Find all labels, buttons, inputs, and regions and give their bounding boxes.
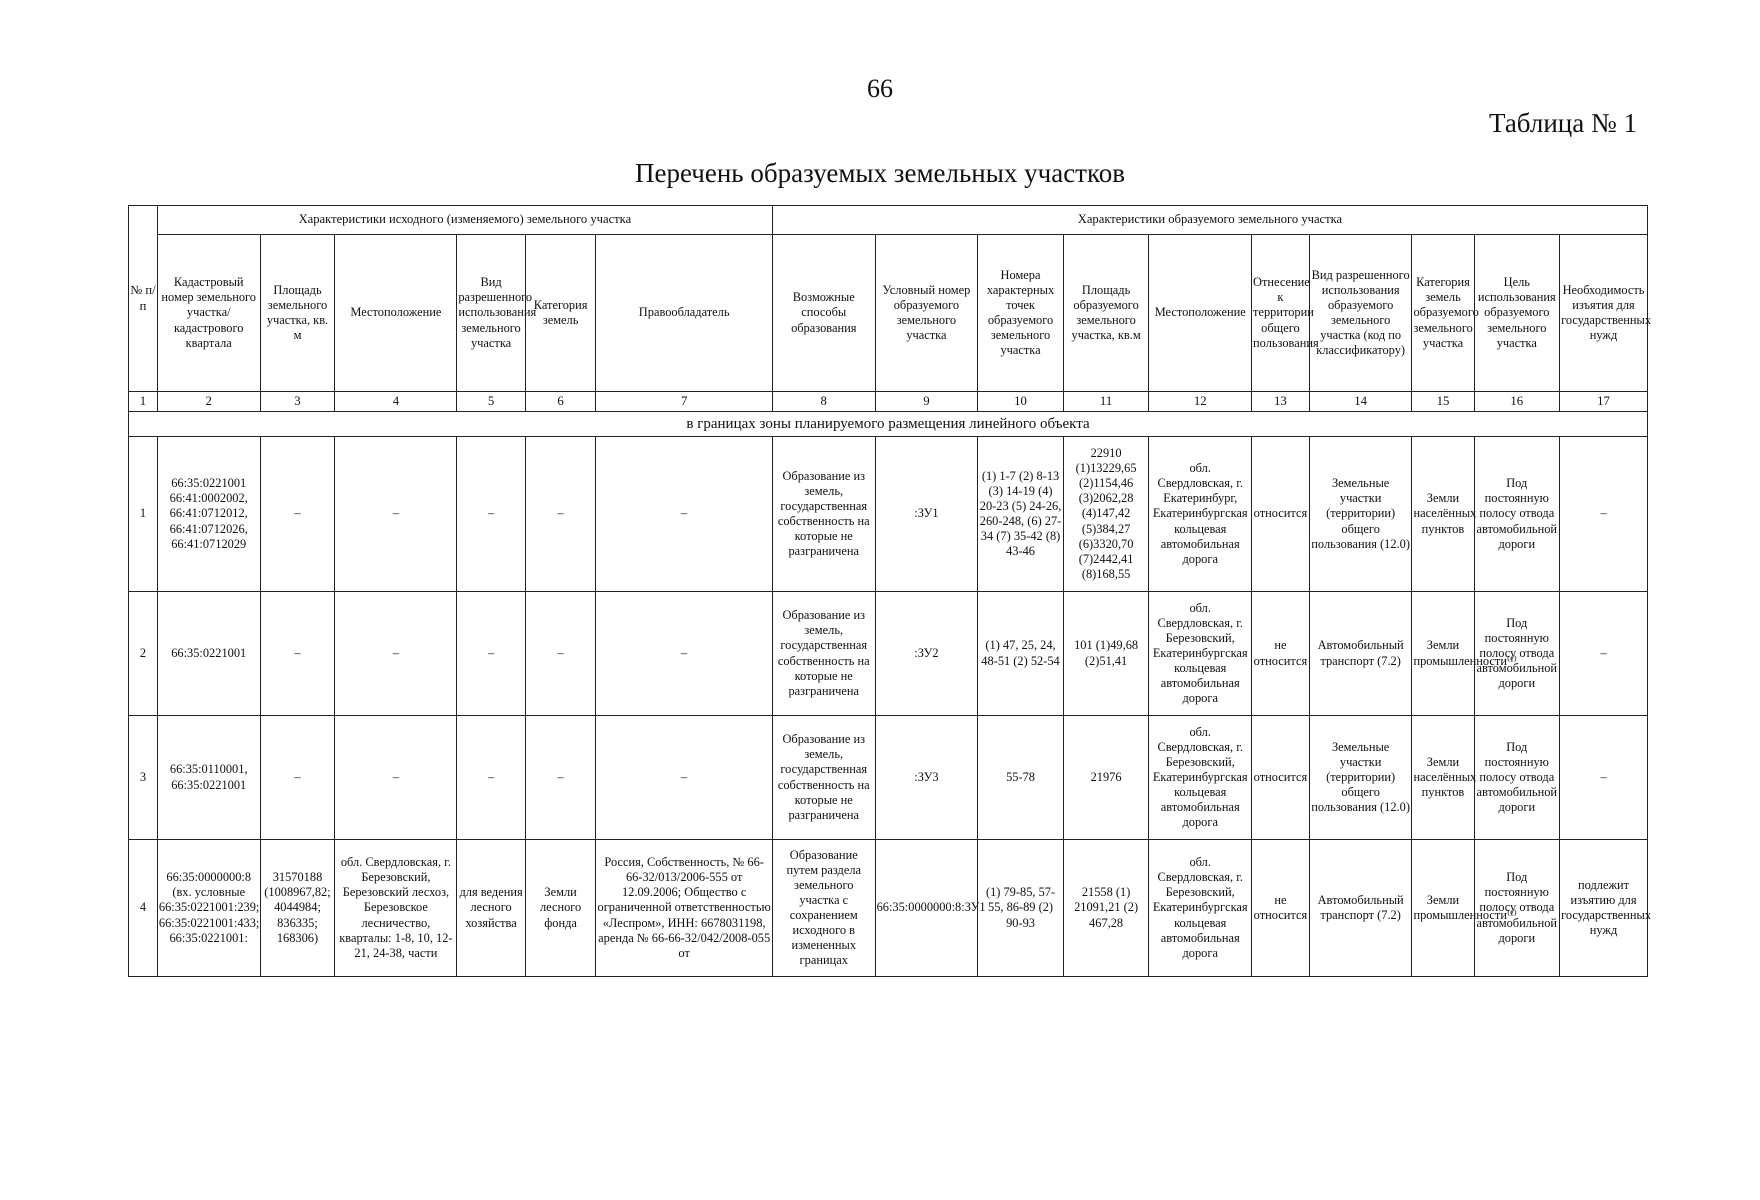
column-number: 7: [596, 392, 773, 412]
cell-cadastral: 66:35:0110001, 66:35:0221001: [157, 716, 260, 840]
header-seizure: Необходимость изъятия для государственных нужд: [1560, 235, 1648, 392]
cell-owner: –: [596, 437, 773, 592]
cell-owner: –: [596, 592, 773, 716]
cell-owner: –: [596, 716, 773, 840]
column-number: 16: [1474, 392, 1560, 412]
column-number: 17: [1560, 392, 1648, 412]
cell-location: –: [335, 437, 457, 592]
column-number: 8: [772, 392, 875, 412]
column-number: 6: [525, 392, 596, 412]
cell-area: 31570188 (1008967,82; 4044984; 836335; 168306): [260, 840, 335, 977]
column-number: 9: [875, 392, 978, 412]
cell-n: 1: [129, 437, 158, 592]
cell-new-area: 21976: [1063, 716, 1149, 840]
cell-new-location: обл. Свердловская, г. Березовский, Екатеринбургская кольцевая автомобильная дорога: [1149, 840, 1252, 977]
column-number: 2: [157, 392, 260, 412]
column-number: 5: [457, 392, 525, 412]
cell-new-use-type: Земельные участки (территории) общего пользования (12.0): [1309, 716, 1412, 840]
header-methods: Возможные способы образования: [772, 235, 875, 392]
cell-location: обл. Свердловская, г. Березовский, Березовский лесхоз, Березовское лесничество, кварталы: 1-8, 10, 12-21, 24-38, части: [335, 840, 457, 977]
cell-methods: Образование путем раздела земельного участка с сохранением исходного в измененных границах: [772, 840, 875, 977]
cell-purpose: Под постоянную полосу отвода автомобильной дороги: [1474, 840, 1560, 977]
table-row: [129, 840, 1648, 977]
cell-methods: Образование из земель, государственная собственность на которые не разграничена: [772, 592, 875, 716]
cell-use-type: –: [457, 437, 525, 592]
header-num: № п/п: [129, 206, 158, 392]
column-number: 1: [129, 392, 158, 412]
table-row: [129, 437, 1648, 592]
cell-seizure: –: [1560, 592, 1648, 716]
page-number: 66: [867, 74, 893, 103]
cell-new-use-type: Земельные участки (территории) общего пользования (12.0): [1309, 437, 1412, 592]
cell-points: 55-78: [978, 716, 1064, 840]
cell-n: 3: [129, 716, 158, 840]
cell-area: –: [260, 716, 335, 840]
column-number: 15: [1412, 392, 1474, 412]
cell-location: –: [335, 716, 457, 840]
header-cond-number: Условный номер образуемого земельного участка: [875, 235, 978, 392]
cell-seizure: –: [1560, 716, 1648, 840]
cell-new-area: 21558 (1) 21091,21 (2) 467,28: [1063, 840, 1149, 977]
cell-category: –: [525, 592, 596, 716]
column-number-row: [129, 392, 1648, 412]
cell-cond-number: 66:35:0000000:8:ЗУ1: [875, 840, 978, 977]
cell-new-location: обл. Свердловская, г. Березовский, Екатеринбургская кольцевая автомобильная дорога: [1149, 592, 1252, 716]
cell-cond-number: :ЗУ1: [875, 437, 978, 592]
cell-purpose: Под постоянную полосу отвода автомобильной дороги: [1474, 716, 1560, 840]
cell-cond-number: :ЗУ2: [875, 592, 978, 716]
cell-cadastral: 66:35:0221001 66:41:0002002, 66:41:0712012, 66:41:0712026, 66:41:0712029: [157, 437, 260, 592]
column-number: 10: [978, 392, 1064, 412]
cell-use-type: –: [457, 716, 525, 840]
cell-use-type: –: [457, 592, 525, 716]
header-new-category: Категория земель образуемого земельного участка: [1412, 235, 1474, 392]
cell-category: –: [525, 716, 596, 840]
land-plots-table: [128, 205, 1652, 977]
cell-points: (1) 79-85, 57-55, 86-89 (2) 90-93: [978, 840, 1064, 977]
document-title: Перечень образуемых земельных участков: [635, 158, 1125, 188]
cell-points: (1) 1-7 (2) 8-13 (3) 14-19 (4) 20-23 (5) 24-26, 260-248, (6) 27-34 (7) 35-42 (8) 43-46: [978, 437, 1064, 592]
header-new-area: Площадь образуемого земельного участка, кв.м: [1063, 235, 1149, 392]
cell-area: –: [260, 592, 335, 716]
cell-new-location: обл. Свердловская, г. Березовский, Екатеринбургская кольцевая автомобильная дорога: [1149, 716, 1252, 840]
cell-points: (1) 47, 25, 24, 48-51 (2) 52-54: [978, 592, 1064, 716]
table-row: [129, 592, 1648, 716]
column-number: 3: [260, 392, 335, 412]
column-number: 14: [1309, 392, 1412, 412]
cell-cadastral: 66:35:0221001: [157, 592, 260, 716]
header-location: Местоположение: [335, 235, 457, 392]
zone-label: в границах зоны планируемого размещения линейного объекта: [129, 412, 1648, 437]
header-category: Категория земель: [525, 235, 596, 392]
cell-new-category: Земли населённых пунктов: [1412, 437, 1474, 592]
cell-common-use: относится: [1252, 716, 1310, 840]
header-owner: Правообладатель: [596, 235, 773, 392]
column-number: 4: [335, 392, 457, 412]
header-new-location: Местоположение: [1149, 235, 1252, 392]
cell-new-category: Земли промышленности⁽¹⁾: [1412, 840, 1474, 977]
cell-owner: Россия, Собственность, № 66-66-32/013/2006-555 от 12.09.2006; Общество с ограниченной ответственностью «Леспром», ИНН: 6678031198, аренда № 66-66-32/042/2008-055 от: [596, 840, 773, 977]
table-row: [129, 716, 1648, 840]
cell-category: –: [525, 437, 596, 592]
cell-new-area: 22910 (1)13229,65 (2)1154,46 (3)2062,28 (4)147,42 (5)384,27 (6)3320,70 (7)2442,41 (8)168,55: [1063, 437, 1149, 592]
header-use-type: Вид разрешенного использования земельного участка: [457, 235, 525, 392]
column-number: 11: [1063, 392, 1149, 412]
cell-cond-number: :ЗУ3: [875, 716, 978, 840]
cell-methods: Образование из земель, государственная собственность на которые не разграничена: [772, 716, 875, 840]
cell-purpose: Под постоянную полосу отвода автомобильной дороги: [1474, 437, 1560, 592]
column-number: 13: [1252, 392, 1310, 412]
cell-common-use: не относится: [1252, 840, 1310, 977]
cell-methods: Образование из земель, государственная собственность на которые не разграничена: [772, 437, 875, 592]
column-number: 12: [1149, 392, 1252, 412]
cell-cadastral: 66:35:0000000:8 (вх. условные 66:35:0221001:239; 66:35:0221001:433; 66:35:0221001:: [157, 840, 260, 977]
cell-new-category: Земли населённых пунктов: [1412, 716, 1474, 840]
header-new-use-type: Вид разрешенного использования образуемого земельного участка (код по классификатору): [1309, 235, 1412, 392]
header-points: Номера характерных точек образуемого земельного участка: [978, 235, 1064, 392]
cell-purpose: Под постоянную полосу отвода автомобильной дороги: [1474, 592, 1560, 716]
header-common-use: Отнесение к территории общего пользования: [1252, 235, 1310, 392]
cell-seizure: –: [1560, 437, 1648, 592]
cell-use-type: для ведения лесного хозяйства: [457, 840, 525, 977]
header-purpose: Цель использования образуемого земельного участка: [1474, 235, 1560, 392]
header-group-source: Характеристики исходного (изменяемого) земельного участка: [157, 206, 772, 235]
cell-n: 2: [129, 592, 158, 716]
cell-new-category: Земли промышленности⁽¹⁾: [1412, 592, 1474, 716]
cell-category: Земли лесного фонда: [525, 840, 596, 977]
table-label: Таблица № 1: [1489, 108, 1637, 138]
cell-common-use: относится: [1252, 437, 1310, 592]
cell-seizure: подлежит изъятию для государственных нужд: [1560, 840, 1648, 977]
cell-new-use-type: Автомобильный транспорт (7.2): [1309, 592, 1412, 716]
cell-new-location: обл. Свердловская, г. Екатеринбург, Екатеринбургская кольцевая автомобильная дорога: [1149, 437, 1252, 592]
cell-new-area: 101 (1)49,68 (2)51,41: [1063, 592, 1149, 716]
cell-common-use: не относится: [1252, 592, 1310, 716]
header-cadastral: Кадастровый номер земельного участка/ кадастрового квартала: [157, 235, 260, 392]
header-area: Площадь земельного участка, кв. м: [260, 235, 335, 392]
header-group-new: Характеристики образуемого земельного участка: [772, 206, 1647, 235]
cell-area: –: [260, 437, 335, 592]
cell-new-use-type: Автомобильный транспорт (7.2): [1309, 840, 1412, 977]
cell-n: 4: [129, 840, 158, 977]
cell-location: –: [335, 592, 457, 716]
